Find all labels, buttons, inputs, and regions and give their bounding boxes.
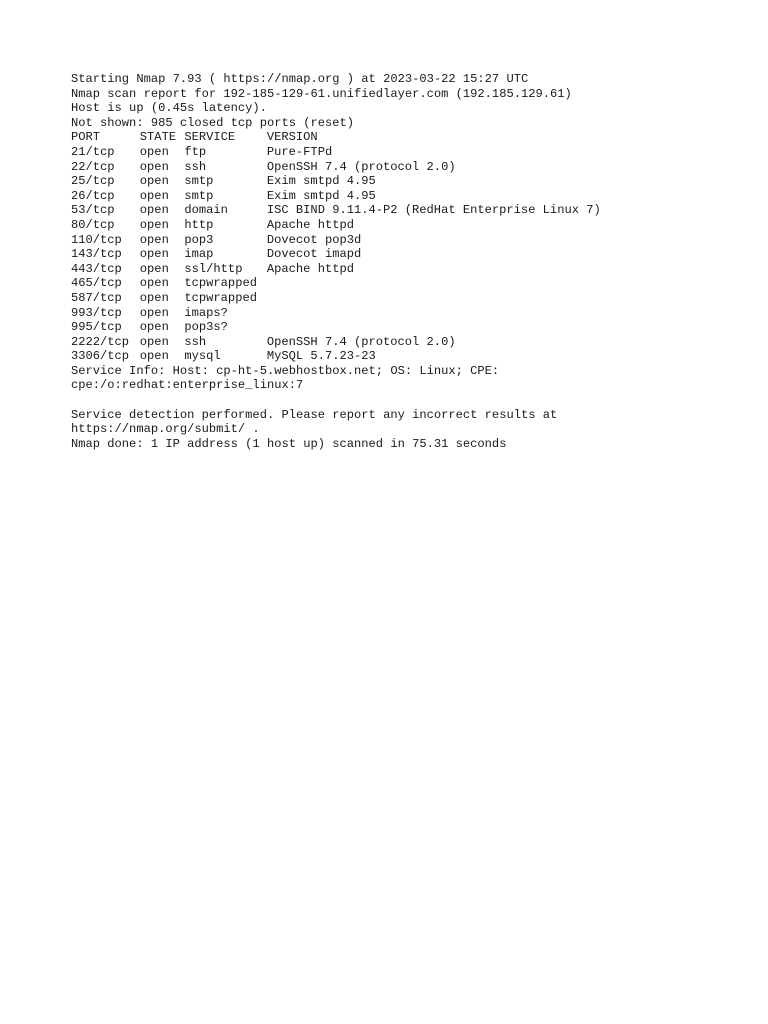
version-column-header: VERSION — [266, 130, 318, 145]
nmap-output — [71, 72, 751, 451]
table-row — [71, 233, 751, 248]
table-row — [71, 145, 751, 160]
table-row — [71, 276, 751, 291]
blank-line — [71, 393, 751, 408]
port-cell: 21/tcp — [71, 144, 115, 159]
state-cell: open — [139, 217, 169, 232]
version-cell: Pure-FTPd — [266, 144, 333, 159]
state-cell: open — [139, 247, 169, 262]
port-cell: 25/tcp — [71, 174, 115, 189]
state-cell: open — [139, 203, 169, 218]
service-cell: domain — [184, 203, 228, 218]
version-cell: MySQL 5.7.23-23 — [266, 349, 376, 364]
port-cell: 465/tcp — [71, 276, 122, 291]
state-cell: open — [139, 232, 169, 247]
state-cell: open — [139, 320, 169, 335]
table-row — [71, 306, 751, 321]
detection-note-line: Service detection performed. Please report any incorrect results at — [71, 407, 558, 422]
version-cell: ISC BIND 9.11.4-P2 (RedHat Enterprise Linux 7) — [266, 203, 601, 218]
service-info-cpe-line: cpe:/o:redhat:enterprise_linux:7 — [71, 378, 304, 393]
state-cell: open — [139, 334, 169, 349]
port-cell: 22/tcp — [71, 159, 115, 174]
service-cell: imaps? — [184, 305, 228, 320]
ports-table-header — [71, 130, 751, 145]
service-cell: imap — [184, 247, 214, 262]
state-cell: open — [139, 290, 169, 305]
state-column-header: STATE — [139, 130, 177, 145]
state-cell: open — [139, 188, 169, 203]
state-cell: open — [139, 261, 169, 276]
service-cell: mysql — [184, 349, 221, 364]
ports-table-body — [71, 145, 751, 364]
service-cell: http — [184, 217, 214, 232]
state-cell: open — [139, 174, 169, 189]
scan-report-line: Nmap scan report for 192-185-129-61.unifiedlayer.com (192.185.129.61) — [71, 86, 572, 101]
version-cell: Apache httpd — [266, 217, 354, 232]
version-cell: Dovecot pop3d — [266, 232, 362, 247]
not-shown-line: Not shown: 985 closed tcp ports (reset) — [71, 115, 355, 130]
state-cell: open — [139, 144, 169, 159]
nmap-done-line: Nmap done: 1 IP address (1 host up) scanned in 75.31 seconds — [71, 436, 507, 451]
table-row — [71, 320, 751, 335]
table-row — [71, 247, 751, 262]
service-cell: pop3 — [184, 232, 214, 247]
port-cell: 26/tcp — [71, 188, 115, 203]
state-cell: open — [139, 159, 169, 174]
table-row — [71, 291, 751, 306]
service-cell: tcpwrapped — [184, 290, 257, 305]
service-cell: ssh — [184, 334, 207, 349]
state-cell: open — [139, 305, 169, 320]
service-info-line: Service Info: Host: cp-ht-5.webhostbox.net; OS: Linux; CPE: — [71, 363, 500, 378]
version-cell: OpenSSH 7.4 (protocol 2.0) — [266, 334, 456, 349]
port-cell: 80/tcp — [71, 217, 115, 232]
version-cell: Exim smtpd 4.95 — [266, 174, 376, 189]
port-cell: 993/tcp — [71, 305, 122, 320]
port-cell: 3306/tcp — [71, 349, 130, 364]
port-cell: 587/tcp — [71, 290, 122, 305]
state-cell: open — [139, 349, 169, 364]
table-row — [71, 349, 751, 364]
version-cell: Dovecot imapd — [266, 247, 362, 262]
host-up-line: Host is up (0.45s latency). — [71, 101, 267, 116]
submit-url-line: https://nmap.org/submit/ . — [71, 422, 260, 437]
port-cell: 143/tcp — [71, 247, 122, 262]
service-cell: pop3s? — [184, 320, 228, 335]
table-row — [71, 189, 751, 204]
port-column-header: PORT — [71, 130, 101, 145]
service-cell: smtp — [184, 188, 214, 203]
port-cell: 53/tcp — [71, 203, 115, 218]
port-cell: 2222/tcp — [71, 334, 130, 349]
port-cell: 110/tcp — [71, 232, 122, 247]
starting-line: Starting Nmap 7.93 ( https://nmap.org ) at 2023-03-22 15:27 UTC — [71, 72, 529, 86]
state-cell: open — [139, 276, 169, 291]
version-cell: Exim smtpd 4.95 — [266, 188, 376, 203]
port-cell: 995/tcp — [71, 320, 122, 335]
service-cell: smtp — [184, 174, 214, 189]
table-row — [71, 160, 751, 175]
service-cell: ssh — [184, 159, 207, 174]
table-row — [71, 335, 751, 350]
version-cell: Apache httpd — [266, 261, 354, 276]
service-cell: tcpwrapped — [184, 276, 257, 291]
service-cell: ssl/http — [184, 261, 243, 276]
table-row — [71, 262, 751, 277]
port-cell: 443/tcp — [71, 261, 122, 276]
version-cell: OpenSSH 7.4 (protocol 2.0) — [266, 159, 456, 174]
table-row — [71, 218, 751, 233]
service-column-header: SERVICE — [184, 130, 236, 145]
service-cell: ftp — [184, 144, 207, 159]
table-row — [71, 174, 751, 189]
table-row — [71, 203, 751, 218]
